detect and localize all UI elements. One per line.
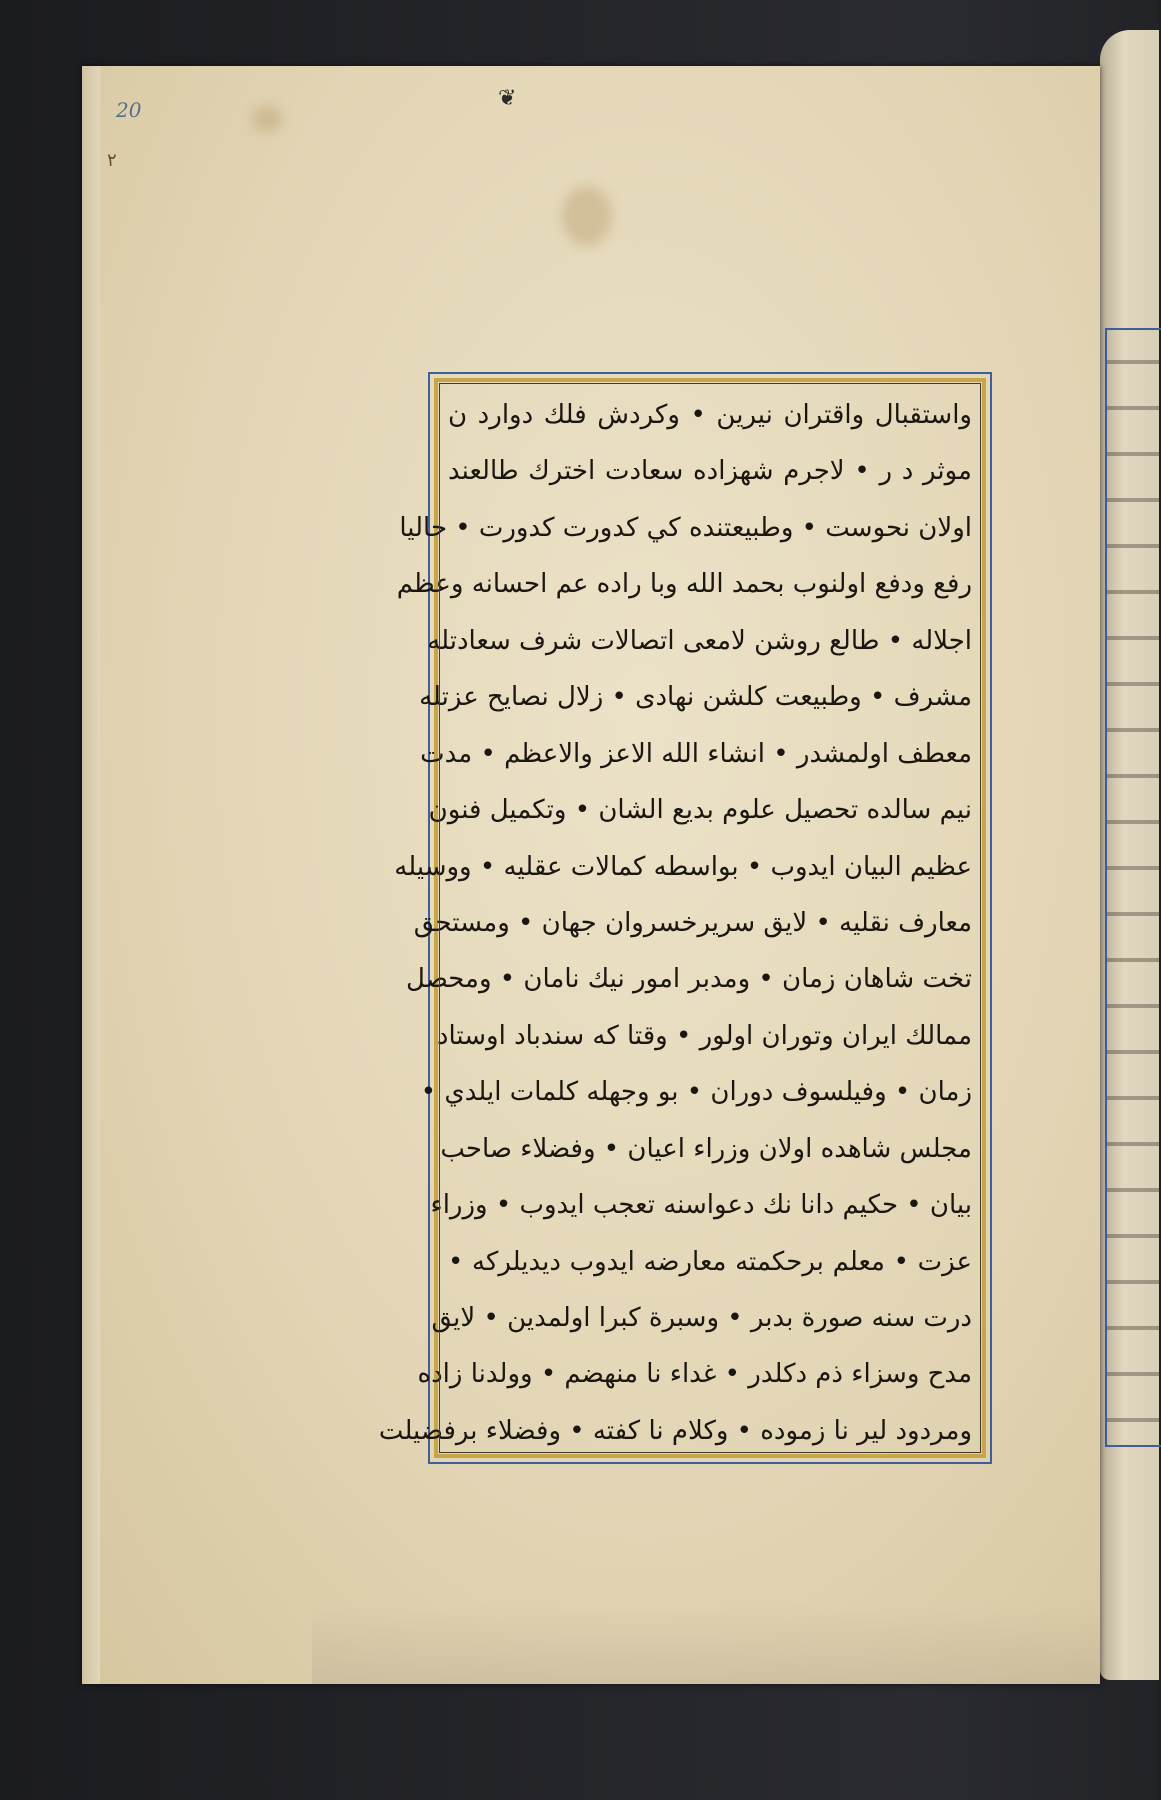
text-line: عظيم البيان ايدوب • بواسطه كمالات عقليه • ووسيله bbox=[394, 851, 972, 882]
page-gutter bbox=[82, 66, 100, 1684]
paper-stain bbox=[562, 186, 612, 246]
text-line: اولان نحوست • وطبيعتنده كي كدورت كدورت • حاليا bbox=[399, 512, 972, 543]
text-line: ممالك ايران وتوران اولور • وقتا كه سندباد اوستاد bbox=[436, 1020, 972, 1051]
text-line: موثر د ر • لاجرم شهزاده سعادت اخترك طالعند bbox=[448, 456, 972, 487]
page-bottom-shade bbox=[312, 1604, 1100, 1684]
text-line: معارف نقليه • لايق سريرخسروان جهان • ومستحق bbox=[413, 907, 972, 938]
facing-page-text-frame bbox=[1105, 328, 1161, 1447]
folio-number: 20 bbox=[116, 98, 142, 122]
text-line: اجلاله • طالع روشن لامعى اتصالات شرف سعادتله bbox=[427, 625, 972, 656]
text-line: معطف اولمشدر • انشاء الله الاعز والاعظم • مدت bbox=[420, 738, 972, 769]
text-line: درت سنه صورة بدبر • وسبرة كبرا اولمدين • لايق bbox=[431, 1303, 972, 1333]
text-line: واستقبال واقتران نيرين • وكردش فلك دوارد ن bbox=[448, 400, 972, 430]
text-line: مشرف • وطبيعت كلشن نهادى • زلال نصايح عزتله bbox=[419, 682, 972, 713]
text-line: زمان • وفيلسوف دوران • بو وجهله كلمات ايلدي • bbox=[420, 1077, 972, 1108]
text-line: ومردود لير نا زموده • وكلام نا كفته • وفضلاء برفضيلت bbox=[378, 1415, 972, 1446]
text-line: تخت شاهان زمان • ومدبر امور نيك نامان • ومحصل bbox=[406, 964, 972, 995]
text-block bbox=[378, 378, 986, 1458]
text-line: مدح وسزاء ذم دكلدر • غداء نا منهضم • وولدنا زاده bbox=[417, 1359, 972, 1390]
text-line: رفع ودفع اولنوب بحمد الله وبا راده عم احسانه وعظم bbox=[396, 569, 972, 600]
text-line: عزت • معلم برحكمته معارضه ايدوب ديديلركه • bbox=[448, 1246, 972, 1277]
ornament-icon: ❦ bbox=[498, 86, 517, 111]
corner-mark: ٢ bbox=[107, 150, 117, 171]
text-line: بيان • حكيم دانا نك دعواسنه تعجب ايدوب • وزراء bbox=[430, 1190, 972, 1221]
text-line: نيم سالده تحصيل علوم بديع الشان • وتكميل فنون bbox=[428, 795, 972, 826]
text-line: مجلس شاهده اولان وزراء اعيان • وفضلاء صاحب bbox=[440, 1133, 972, 1164]
text-block-frame bbox=[378, 372, 992, 1464]
paper-stain bbox=[252, 106, 282, 132]
